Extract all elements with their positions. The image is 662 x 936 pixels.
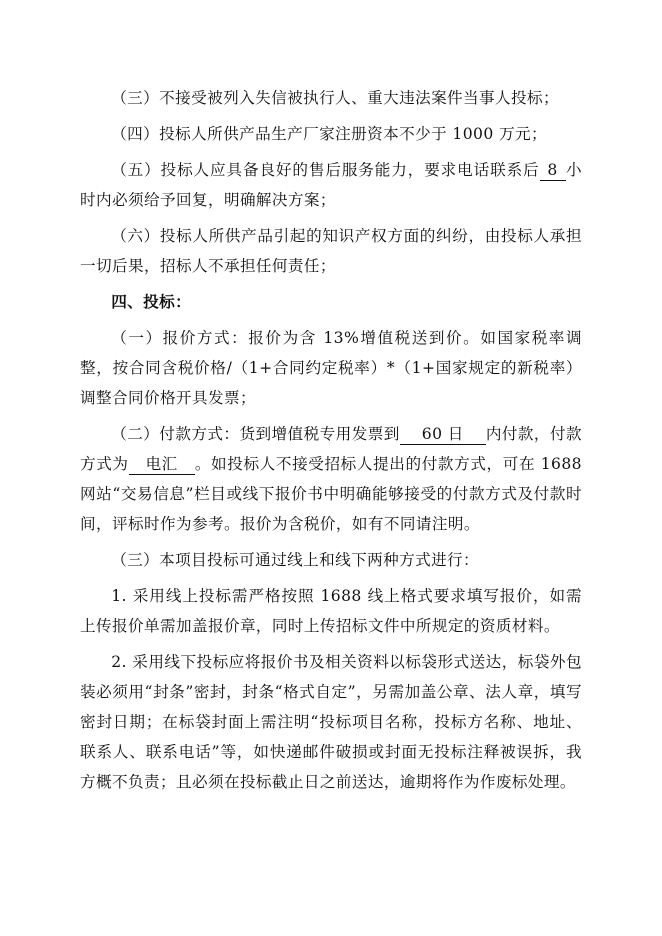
- bid-2-text-middle: 内付款，付款方式为: [80, 425, 582, 473]
- bid-2-method-blank: 电汇: [129, 454, 195, 475]
- clause-4: （四）投标人所供产品生产厂家注册资本不少于 1000 万元；: [111, 125, 548, 143]
- clause-6: （六）投标人所供产品引起的知识产权方面的纠纷，由投标人承担一切后果，招标人不承担任何责任；: [80, 227, 582, 275]
- section-4-title: 四、投标：: [111, 292, 192, 311]
- bid-2-text-after: 。如投标人不接受招标人提出的付款方式，可在 1688 网站“交易信息”栏目或线下报价书中明确能够接受的付款方式及付款时间，评标时作为参考。报价为含税价，如有不同请注明。: [80, 455, 583, 533]
- clause-5-hours-blank: 8: [540, 160, 566, 181]
- bid-clause-1: （一）报价方式：报价为含 13%增值税送到价。如国家税率调整，按合同含税价格/（1+合同约定税率）*（1+国家规定的新税率）调整合同价格开具发票；: [80, 329, 582, 407]
- bid-2-text-before: （二）付款方式：货到增值税专用发票到: [111, 425, 400, 443]
- bid-clause-3: （三）本项目投标可通过线上和线下两种方式进行：: [111, 551, 480, 569]
- clause-5-text-after: 小时内必须给予回复，明确解决方案；: [80, 161, 582, 209]
- document-body: [80, 83, 582, 803]
- bid-clause-3-item-2: 2. 采用线下投标应将报价书及相关资料以标袋形式送达，标袋外包装必须用“封条”密封，封条“格式自定”，另需加盖公章、法人章，填写密封日期；在标袋封面上需注明“投标项目名称，投标方名称、地址、联系人、联系电话”等，如快递邮件破损或封面无投标注释被误拆，我方概不负责；且必须在投标截止日之前送达，逾期将作为作废标处理。: [80, 653, 582, 791]
- clause-3: （三）不接受被列入失信被执行人、重大违法案件当事人投标；: [111, 89, 560, 107]
- clause-5: [80, 155, 582, 215]
- clause-5-text-before: （五）投标人应具备良好的售后服务能力，要求电话联系后: [111, 161, 540, 179]
- bid-clause-2: [80, 419, 582, 539]
- bid-2-days-blank: 60 日: [400, 424, 486, 445]
- bid-clause-3-item-1: 1. 采用线上投标需严格按照 1688 线上格式要求填写报价，如需上传报价单需加盖报价章，同时上传招标文件中所规定的资质材料。: [80, 587, 582, 635]
